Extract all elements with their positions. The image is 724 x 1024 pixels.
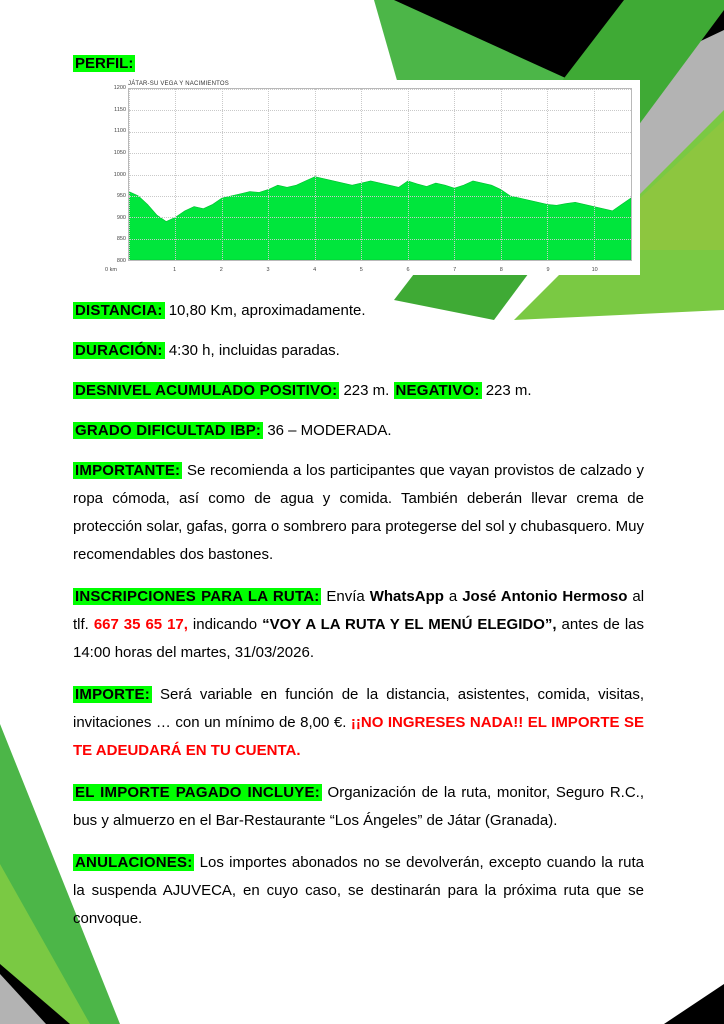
inscripciones-text-5: antes de las 14:00 horas del martes, 31/03/2026. [73, 616, 645, 661]
chart-gridline-vertical [222, 89, 223, 260]
inscripciones-menu: “VOY A LA RUTA Y EL MENÚ ELEGIDO”, [262, 616, 557, 633]
chart-y-tick-label: 1050 [113, 149, 126, 156]
inscripciones-text-1: Envía [326, 588, 365, 605]
chart-y-tick-label: 950 [116, 193, 126, 200]
chart-gridline-horizontal [129, 196, 631, 197]
chart-y-tick-label: 900 [116, 214, 126, 221]
chart-y-tick-label: 800 [116, 258, 126, 264]
importe-label: IMPORTE: [75, 686, 150, 703]
chart-x-tick-label: 7 [453, 267, 457, 273]
perfil-label: PERFIL: [75, 55, 134, 72]
incluye-text: Organización de la ruta, monitor, Seguro R.C., bus y almuerzo en el Bar-Restaurante “Los Ángeles” de Játar (Granada). [73, 784, 645, 829]
section-anulaciones [73, 849, 644, 933]
chart-x-tick-label: 1 [173, 267, 177, 273]
inscripciones-telefono: 667 35 65 17, [93, 616, 188, 633]
distancia-label: DISTANCIA: [75, 302, 163, 319]
desnivel-positivo-label: DESNIVEL ACUMULADO POSITIVO: [75, 382, 338, 399]
chart-gridline-vertical [594, 89, 595, 260]
incluye-label: EL IMPORTE PAGADO INCLUYE: [75, 784, 320, 801]
desnivel-negativo-value: 223 m. [485, 382, 532, 399]
chart-gridline-horizontal [129, 89, 631, 90]
chart-x-tick-label: 6 [406, 267, 410, 273]
chart-y-tick-label: 1200 [113, 85, 126, 91]
chart-gridline-vertical [315, 89, 316, 260]
decor-shape-bottom-right-black [664, 984, 724, 1024]
chart-plot-area [128, 88, 632, 261]
chart-y-tick-label: 850 [116, 236, 126, 243]
chart-x-tick-label: 5 [359, 267, 363, 273]
dificultad-value: 36 – MODERADA. [267, 422, 392, 439]
chart-x-tick-label: 3 [266, 267, 270, 273]
section-inscripciones [73, 583, 644, 667]
section-importe-incluye [73, 779, 644, 835]
importe-text: Será variable en función de la distancia, asistentes, comida, visitas, invitaciones … con un mínimo de 8,00 €. [73, 686, 644, 731]
chart-title: JÁTAR-SU VEGA Y NACIMIENTOS [128, 81, 229, 87]
chart-gridline-horizontal [129, 153, 631, 154]
section-distancia [73, 297, 644, 325]
chart-gridline-vertical [408, 89, 409, 260]
section-importe [73, 681, 644, 765]
chart-gridline-horizontal [129, 110, 631, 111]
perfil-heading [73, 55, 644, 72]
duracion-label: DURACIÓN: [75, 342, 163, 359]
duracion-value: 4:30 h, incluidas paradas. [168, 342, 340, 359]
section-desnivel [73, 377, 644, 405]
chart-y-tick-label: 1000 [113, 171, 126, 178]
desnivel-negativo-label: NEGATIVO: [395, 382, 480, 399]
chart-x-tick-label: 4 [313, 267, 317, 273]
section-duracion [73, 337, 644, 365]
chart-gridline-horizontal [129, 132, 631, 133]
chart-gridline-vertical [454, 89, 455, 260]
distancia-value: 10,80 Km, aproximadamente. [168, 302, 366, 319]
chart-x-tick-label: 9 [546, 267, 550, 273]
inscripciones-whatsapp: WhatsApp [369, 588, 444, 605]
inscripciones-label: INSCRIPCIONES PARA LA RUTA: [75, 588, 320, 605]
importante-label: IMPORTANTE: [75, 462, 181, 479]
desnivel-positivo-value: 223 m. [343, 382, 390, 399]
chart-y-tick-label: 1100 [114, 128, 126, 135]
inscripciones-text-2: a [448, 588, 458, 605]
importe-warning: ¡¡NO INGRESES NADA!! EL IMPORTE SE TE ADEUDARÁ EN TU CUENTA. [73, 714, 645, 759]
dificultad-label: GRADO DIFICULTAD IBP: [75, 422, 262, 439]
chart-x-tick-label: 2 [219, 267, 223, 273]
chart-x-axis-unit: 0 km [105, 267, 117, 273]
chart-gridline-horizontal [129, 217, 631, 218]
chart-gridline-horizontal [129, 175, 631, 176]
anulaciones-label: ANULACIONES: [75, 854, 193, 871]
chart-gridline-vertical [547, 89, 548, 260]
chart-y-tick-label: 1150 [114, 106, 126, 113]
inscripciones-text-4: indicando [192, 616, 258, 633]
chart-gridline-vertical [361, 89, 362, 260]
chart-gridline-vertical [268, 89, 269, 260]
section-importante [73, 457, 644, 569]
section-dificultad [73, 417, 644, 445]
anulaciones-text: Los importes abonados no se devolverán, excepto cuando la ruta la suspenda AJUVECA, en cuyo caso, se destinarán para la próxima ruta que se convoque. [73, 854, 644, 927]
chart-gridline-vertical [129, 89, 130, 260]
chart-x-tick-label: 10 [591, 267, 598, 273]
chart-gridline-vertical [501, 89, 502, 260]
importante-text: Se recomienda a los participantes que vayan provistos de calzado y ropa cómoda, así como de agua y comida. También deberán llevar crema de protección solar, gafas, gorra o sombrero para protegerse del sol y chubasquero. Muy recomendables dos bastones. [73, 462, 644, 563]
chart-gridline-horizontal [129, 260, 631, 261]
chart-gridline-vertical [175, 89, 176, 260]
chart-x-tick-label: 8 [499, 267, 503, 273]
chart-gridline-horizontal [129, 239, 631, 240]
inscripciones-contacto: José Antonio Hermoso [462, 588, 628, 605]
elevation-profile-chart [95, 80, 640, 275]
inscripciones-text-3: al tlf. [73, 588, 645, 633]
